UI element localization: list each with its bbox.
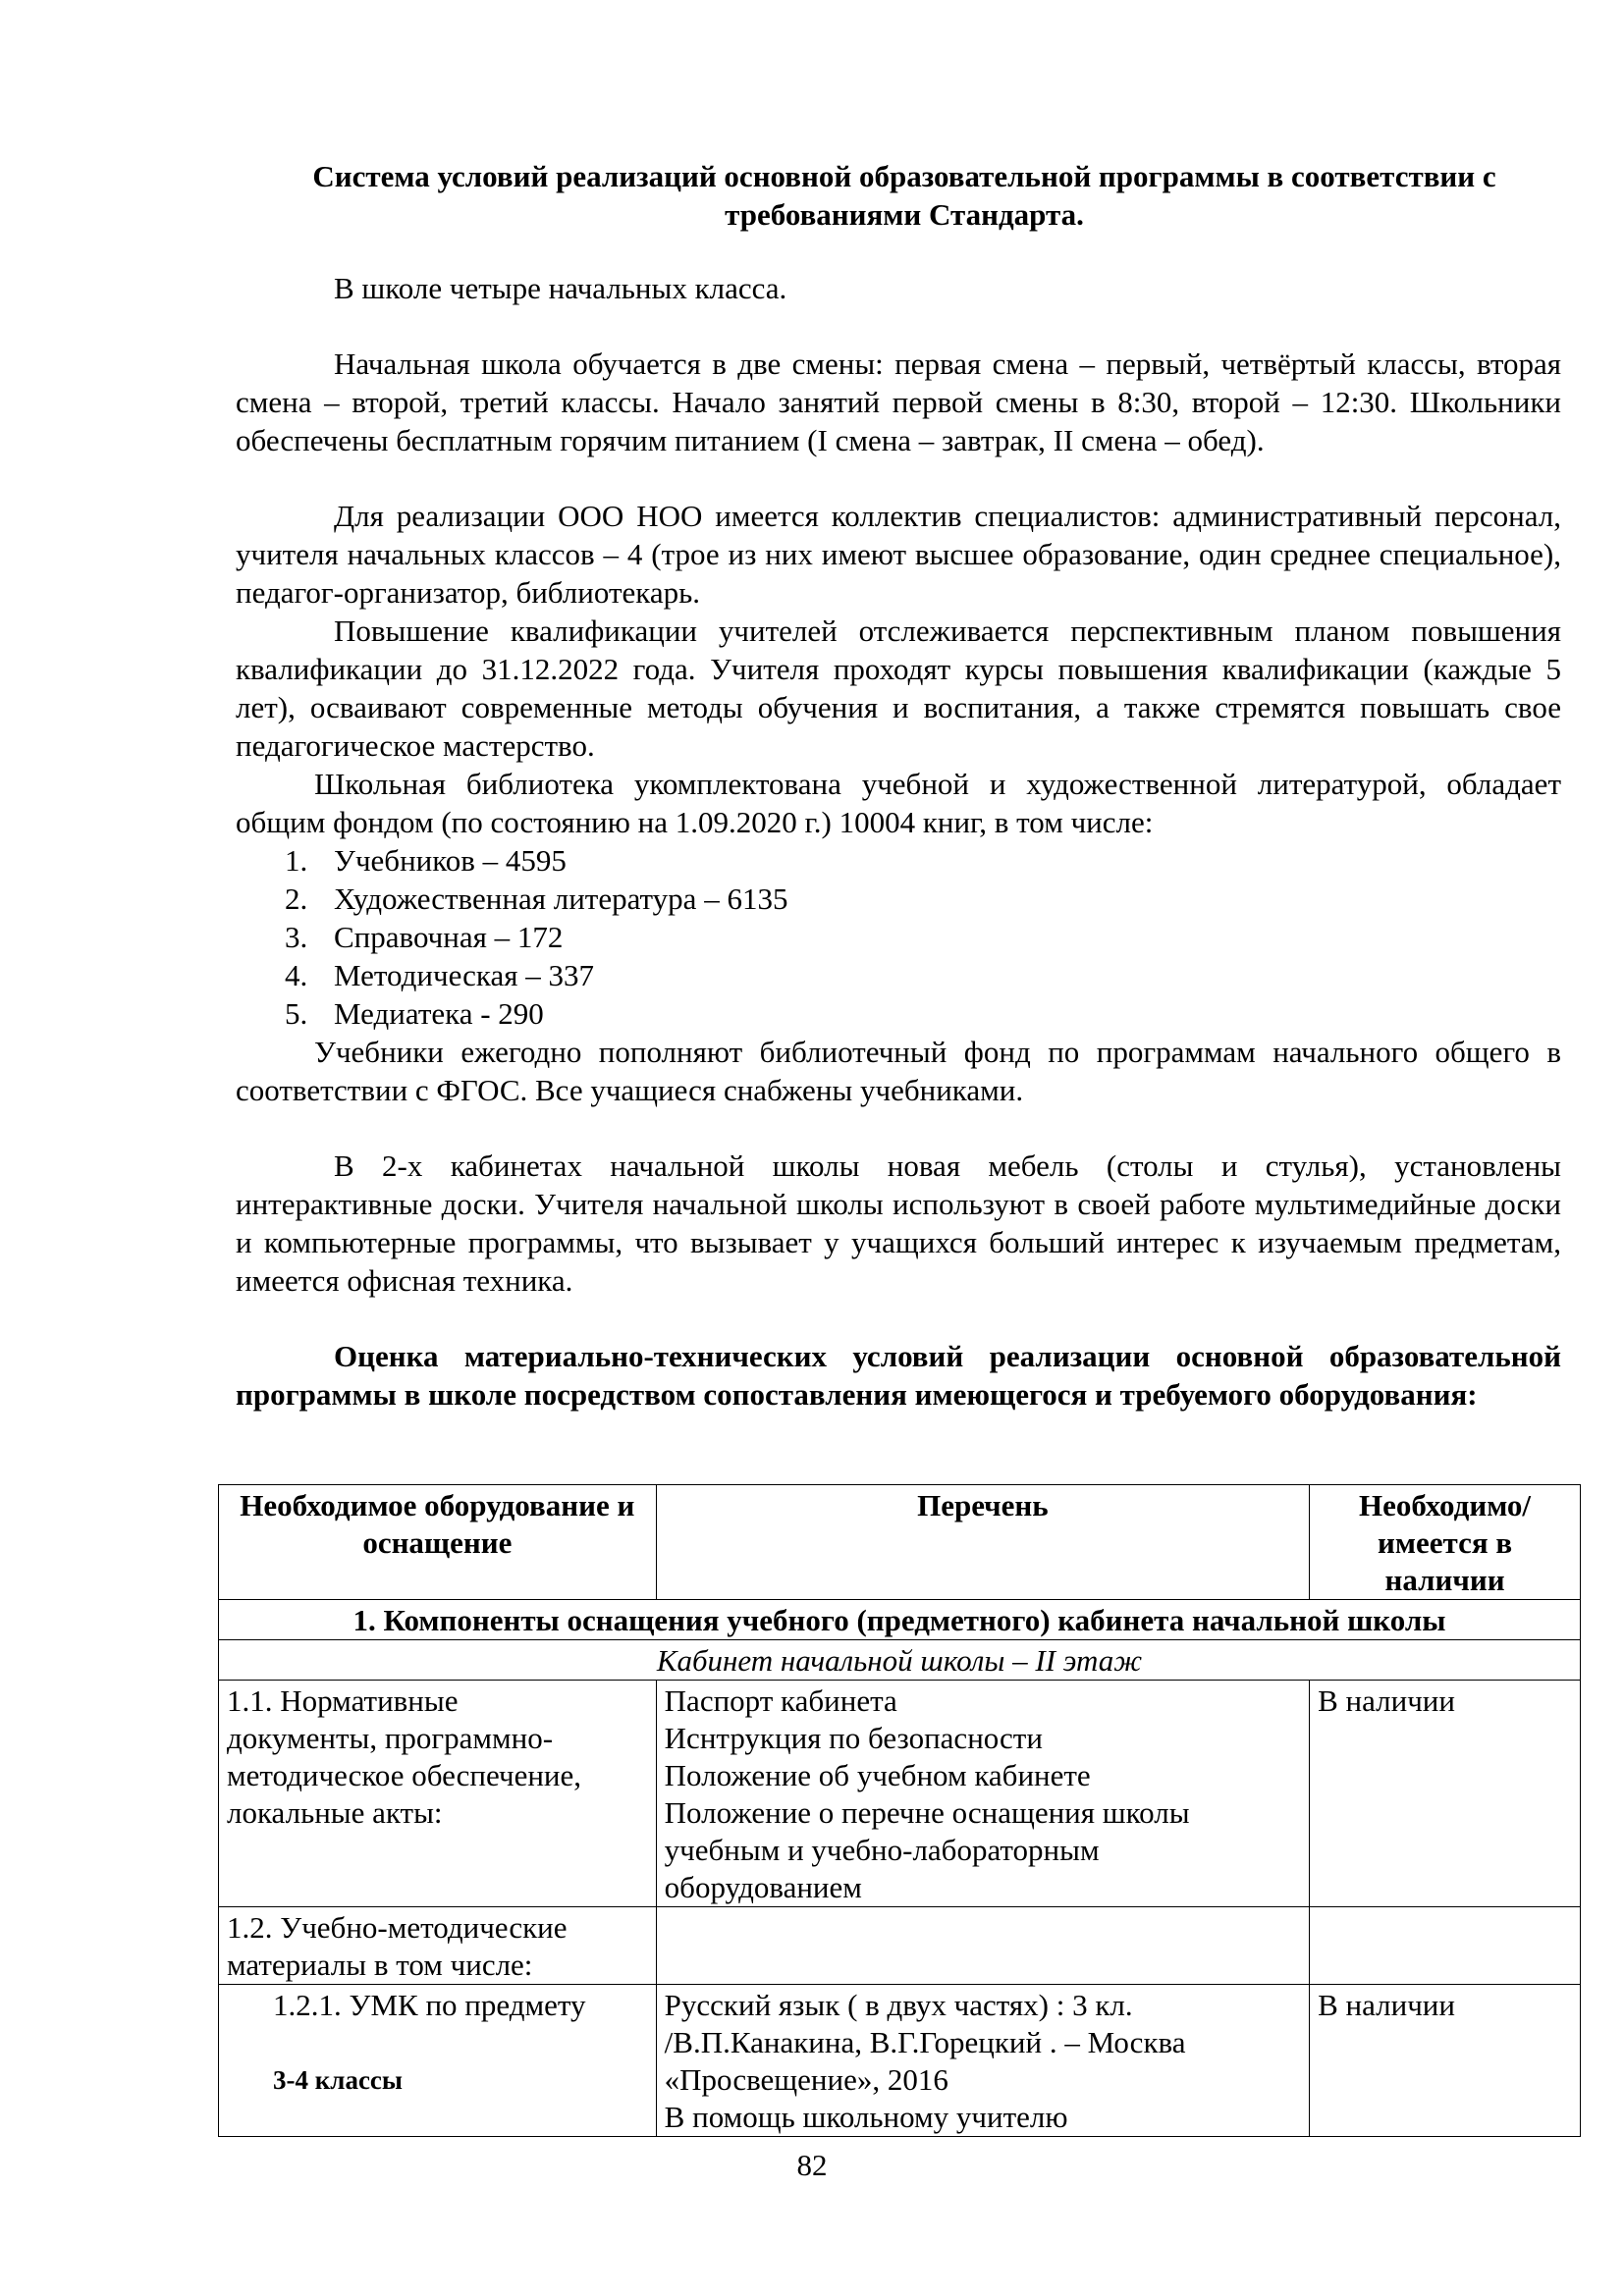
paragraph-shifts: Начальная школа обучается в две смены: первая смена – первый, четвёртый классы, вторая смена – второй, третий классы. Начало занятий первой смены в 8:30, второй – 12:30. Школьники обеспечены бесплатным горячим питанием (I смена – завтрак, II смена – обед).	[236, 347, 1561, 457]
table-cell: Русский язык ( в двух частях) : 3 кл. /В.П.Канакина, В.Г.Горецкий . – Москва «Просвещение», 2016 В помощь школьному учителю	[656, 1985, 1309, 2137]
table-cell: 1.2.1. УМК по предмету 3-4 классы	[219, 1985, 657, 2137]
table-cell: В наличии	[1310, 1985, 1581, 2137]
paragraph-library: Школьная библиотека укомплектована учебной и художественной литературой, обладает общим фондом (по состоянию на 1.09.2020 г.) 10004 книг, в том числе:	[236, 767, 1561, 839]
table-row	[219, 1681, 1581, 1907]
paragraph-qualification: Повышение квалификации учителей отслеживается перспективным планом повышения квалификации до 31.12.2022 года. Учителя проходят курсы повышения квалификации (каждые 5 лет), осваивают современные методы обучения и воспитания, а также стремятся повышать свое педагогическое мастерство.	[236, 614, 1561, 763]
list-item: 2. Художественная литература – 6135	[285, 881, 788, 916]
paragraph-textbooks: Учебники ежегодно пополняют библиотечный фонд по программам начального общего в соответствии с ФГОС. Все учащиеся снабжены учебниками.	[236, 1035, 1561, 1107]
list-item: 1. Учебников – 4595	[285, 843, 567, 878]
list-item: 5. Медиатека - 290	[285, 996, 544, 1031]
table-cell: Паспорт кабинета Иснтрукция по безопасности Положение об учебном кабинете Положение о перечне оснащения школы учебным и учебно-лабораторным оборудованием	[656, 1681, 1309, 1907]
table-cell	[1310, 1907, 1581, 1985]
table-cell: 1.1. Нормативные документы, программно- методическое обеспечение, локальные акты:	[219, 1681, 657, 1907]
header-equipment: Необходимое оборудование и оснащение	[219, 1485, 657, 1600]
page-number: 82	[796, 2148, 828, 2182]
paragraph-classes: В школе четыре начальных класса.	[334, 271, 787, 305]
library-fund-list	[236, 841, 1561, 1033]
table-cell: 1.2. Учебно-методические материалы в том числе:	[219, 1907, 657, 1985]
document-page	[236, 157, 1561, 1414]
paragraph-equipment: В 2-х кабинетах начальной школы новая мебель (столы и стулья), установлены интерактивные доски. Учителя начальной школы используют в своей работе мультимедийные доски и компьютерные программы, что вызывает у учащихся больший интерес к изучаемым предметам, имеется офисная техника.	[236, 1148, 1561, 1298]
table-header-row	[219, 1485, 1581, 1600]
table-cell: В наличии	[1310, 1681, 1581, 1907]
section-title: 1. Компоненты оснащения учебного (предметного) кабинета начальной школы	[219, 1600, 1581, 1640]
header-list: Перечень	[656, 1485, 1309, 1600]
table-section-row	[219, 1600, 1581, 1640]
assessment-heading: Оценка материально-технических условий реализации основной образовательной программы в школе посредством сопоставления имеющегося и требуемого оборудования:	[236, 1339, 1561, 1412]
paragraph-staff: Для реализации ООО НОО имеется коллектив специалистов: административный персонал, учителя начальных классов – 4 (трое из них имеют высшее образование, один среднее специальное), педагог-организатор, библиотекарь.	[236, 499, 1561, 610]
table-row	[219, 1985, 1581, 2137]
table-row	[219, 1907, 1581, 1985]
subsection-title: Кабинет начальной школы – II этаж	[219, 1640, 1581, 1681]
list-item: 4. Методическая – 337	[285, 958, 595, 992]
table-cell	[656, 1907, 1309, 1985]
equipment-table	[218, 1484, 1581, 2137]
document-title: Система условий реализаций основной образовательной программы в соответствии с требованиями Стандарта.	[312, 159, 1496, 232]
list-item: 3. Справочная – 172	[285, 920, 564, 954]
header-availability: Необходимо/ имеется в наличии	[1310, 1485, 1581, 1600]
table-subsection-row	[219, 1640, 1581, 1681]
